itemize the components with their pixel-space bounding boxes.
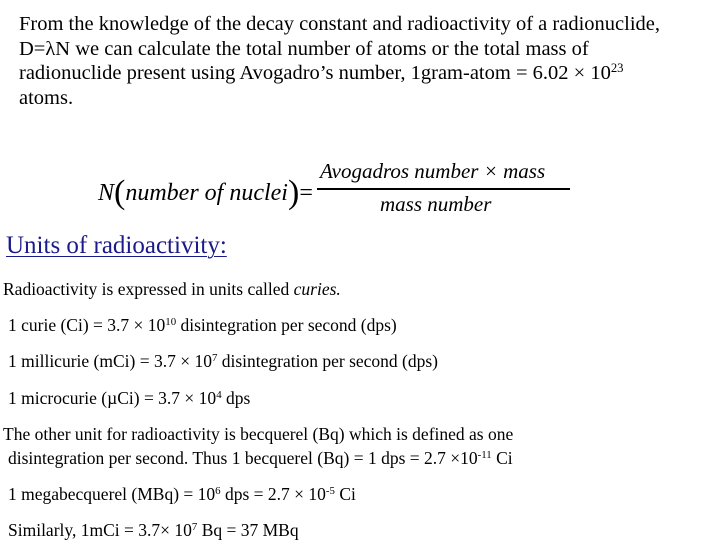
- intro-line-1: From the knowledge of the decay constant and radioactivity of a radionuclide,: [19, 13, 660, 35]
- microcurie-definition-unit: dps: [221, 388, 251, 408]
- microcurie-exponent: 4: [216, 389, 222, 402]
- curies-line: [3, 279, 341, 300]
- formula-denominator: mass number: [380, 192, 492, 216]
- millicurie-definition-text: 1 millicurie (mCi) = 3.7 × 10: [8, 351, 212, 371]
- similarly-text: Similarly, 1mCi = 3.7× 10: [8, 520, 192, 540]
- curie-exponent: 10: [165, 316, 177, 329]
- millicurie-exponent: 7: [211, 352, 218, 365]
- intro-line-3-text: radionuclide present using Avogadro’s number, 1gram-atom = 6.02 × 10: [19, 62, 611, 84]
- formula-open-paren: (: [114, 174, 126, 211]
- curies-line-text: Radioactivity is expressed in units called: [3, 279, 294, 299]
- curie-definition-text: 1 curie (Ci) = 3.7 × 10: [8, 315, 166, 335]
- formula-lhs-label: number of nuclei: [125, 180, 288, 206]
- megabecquerel-definition: [8, 484, 356, 505]
- becquerel-definition-line-2: [8, 448, 513, 469]
- section-heading: Units of radioactivity:: [6, 232, 227, 259]
- formula-fraction-bar: [317, 188, 570, 190]
- similarly-line: [8, 520, 299, 541]
- megabecquerel-text: 1 megabecquerel (MBq) = 10: [8, 484, 216, 504]
- becquerel-definition-text: disintegration per second. Thus 1 becquerel (Bq) = 1 dps = 2.7 ×10: [8, 448, 478, 468]
- curie-definition: [8, 315, 397, 336]
- millicurie-definition: [8, 351, 438, 372]
- megabecquerel-exponent-2: -5: [325, 485, 335, 498]
- intro-line-4: atoms.: [19, 86, 74, 109]
- microcurie-definition: [8, 388, 250, 409]
- similarly-exponent: 7: [191, 521, 198, 534]
- formula-equals: =: [299, 180, 313, 206]
- curie-definition-unit: disintegration per second (dps): [176, 315, 397, 335]
- becquerel-definition-line-1: The other unit for radioactivity is becquerel (Bq) which is defined as one: [3, 424, 514, 444]
- formula-lhs: [98, 171, 313, 209]
- microcurie-definition-text: 1 microcurie (µCi) = 3.7 × 10: [8, 388, 217, 408]
- megabecquerel-unit: Ci: [334, 484, 356, 504]
- megabecquerel-exponent: 6: [215, 485, 221, 498]
- formula-close-paren: ): [287, 174, 300, 211]
- curies-unit: curies.: [293, 279, 341, 299]
- millicurie-definition-unit: disintegration per second (dps): [217, 351, 439, 371]
- intro-line-3: [19, 61, 719, 86]
- intro-line-2: D=λN we can calculate the total number of atoms or the total mass of: [19, 37, 589, 60]
- megabecquerel-mid: dps = 2.7 × 10: [220, 484, 326, 504]
- formula-numerator: Avogadros number × mass: [320, 159, 546, 183]
- avogadro-formula: [98, 156, 578, 216]
- intro-paragraph: [19, 12, 719, 110]
- avogadro-exponent: 23: [610, 61, 624, 76]
- similarly-unit: Bq = 37 MBq: [197, 520, 299, 540]
- formula-symbol-n: N: [98, 180, 115, 206]
- becquerel-exponent: -11: [477, 449, 492, 462]
- becquerel-definition-unit: Ci: [491, 448, 513, 468]
